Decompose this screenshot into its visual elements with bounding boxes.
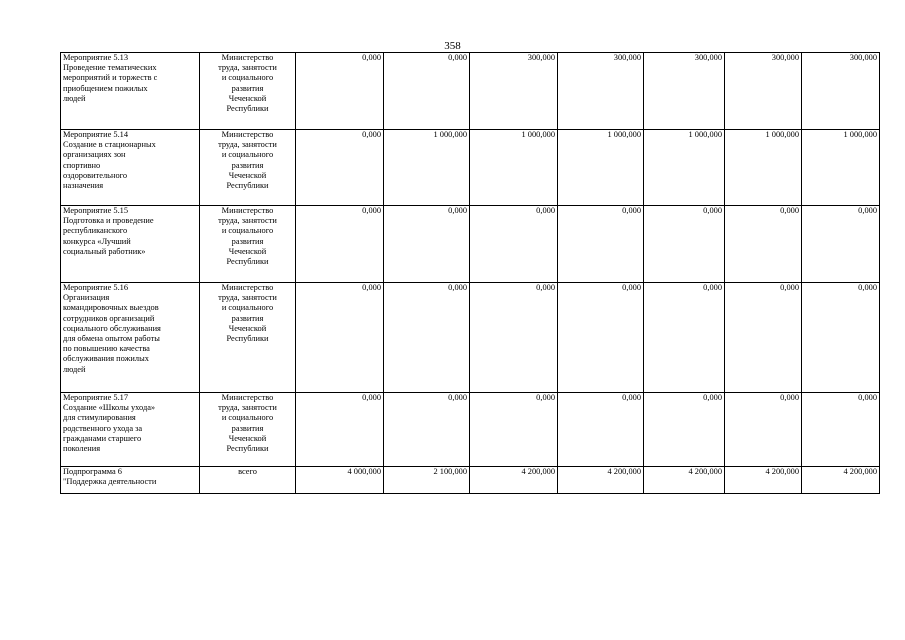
executor-line: развития bbox=[231, 236, 264, 246]
activity-name-line: организациях зон bbox=[63, 150, 126, 160]
activity-name-line: родственного ухода за bbox=[63, 423, 143, 433]
table-row bbox=[61, 130, 880, 206]
amount-cell: 0,000 bbox=[644, 393, 725, 467]
amount-cell: 0,000 bbox=[802, 206, 880, 283]
executor-line: всего bbox=[238, 467, 257, 476]
amount-cell: 1 000,000 bbox=[558, 130, 644, 206]
amount-cell: 300,000 bbox=[558, 53, 644, 130]
executor-line: и социального bbox=[221, 150, 274, 160]
budget-table bbox=[60, 52, 880, 494]
executor-line: Республики bbox=[226, 257, 269, 267]
executor-line: развития bbox=[231, 160, 264, 170]
activity-name-line: Организация bbox=[63, 293, 110, 303]
amount-cell: 0,000 bbox=[470, 283, 558, 393]
amount-cell: 0,000 bbox=[296, 53, 384, 130]
activity-name-line: спортивно bbox=[63, 160, 101, 170]
amount-cell: 0,000 bbox=[644, 206, 725, 283]
activity-name-line: гражданами старшего bbox=[63, 433, 142, 443]
activity-name-line: для стимулирования bbox=[63, 413, 136, 423]
executor-line: развития bbox=[231, 313, 264, 323]
activity-name-line: поколения bbox=[63, 444, 101, 454]
activity-name-line: мероприятий и торжеств с bbox=[63, 73, 158, 83]
activity-name-line: людей bbox=[63, 93, 86, 103]
amount-cell: 4 200,000 bbox=[558, 467, 644, 494]
executor-line: Республики bbox=[226, 334, 269, 344]
amount-cell: 0,000 bbox=[384, 206, 470, 283]
amount-cell: 4 200,000 bbox=[470, 467, 558, 494]
amount-cell: 0,000 bbox=[558, 283, 644, 393]
activity-name-line: конкурса «Лучший bbox=[63, 236, 131, 246]
activity-name-line: для обмена опытом работы bbox=[63, 334, 160, 344]
activity-name-cell bbox=[61, 206, 200, 283]
amount-cell: 300,000 bbox=[802, 53, 880, 130]
executor-line: Чеченской bbox=[228, 323, 267, 333]
activity-name-line: по повышению качества bbox=[63, 344, 150, 354]
amount-cell: 0,000 bbox=[470, 206, 558, 283]
activity-name-cell bbox=[61, 130, 200, 206]
activity-name-line: приобщением пожилых bbox=[63, 83, 148, 93]
executor-line: Республики bbox=[226, 181, 269, 191]
amount-cell: 0,000 bbox=[802, 283, 880, 393]
executor-line: Министерство bbox=[221, 53, 274, 62]
amount-cell: 0,000 bbox=[384, 53, 470, 130]
amount-cell: 0,000 bbox=[725, 206, 802, 283]
amount-cell: 300,000 bbox=[644, 53, 725, 130]
activity-name-line: "Поддержка деятельности bbox=[63, 477, 157, 487]
executor-line: и социального bbox=[221, 413, 274, 423]
amount-cell: 4 200,000 bbox=[644, 467, 725, 494]
executor-line: Чеченской bbox=[228, 93, 267, 103]
amount-cell: 4 200,000 bbox=[725, 467, 802, 494]
activity-name-line: Мероприятие 5.14 bbox=[63, 130, 129, 139]
amount-cell: 0,000 bbox=[296, 393, 384, 467]
amount-cell: 0,000 bbox=[725, 393, 802, 467]
activity-name-line: назначения bbox=[63, 181, 104, 191]
executor-line: труда, занятости bbox=[218, 293, 277, 303]
activity-name-line: Создание в стационарных bbox=[63, 140, 156, 150]
amount-cell: 4 000,000 bbox=[296, 467, 384, 494]
executor-line: Республики bbox=[226, 444, 269, 454]
table-row bbox=[61, 393, 880, 467]
amount-cell: 0,000 bbox=[725, 283, 802, 393]
executor-line: Министерство bbox=[221, 130, 274, 139]
executor-line: и социального bbox=[221, 73, 274, 83]
executor-line: развития bbox=[231, 423, 264, 433]
amount-cell: 1 000,000 bbox=[384, 130, 470, 206]
amount-cell: 300,000 bbox=[470, 53, 558, 130]
executor-line: труда, занятости bbox=[218, 140, 277, 150]
activity-name-cell bbox=[61, 53, 200, 130]
amount-cell: 0,000 bbox=[644, 283, 725, 393]
executor-cell bbox=[200, 283, 296, 393]
activity-name-line: социального обслуживания bbox=[63, 323, 161, 333]
amount-cell: 0,000 bbox=[384, 393, 470, 467]
executor-line: и социального bbox=[221, 303, 274, 313]
executor-cell bbox=[200, 130, 296, 206]
amount-cell: 0,000 bbox=[558, 393, 644, 467]
activity-name-line: Мероприятие 5.15 bbox=[63, 206, 129, 215]
page-number: 358 bbox=[444, 40, 461, 52]
table-row bbox=[61, 467, 880, 494]
executor-line: развития bbox=[231, 83, 264, 93]
activity-name-line: Подпрограмма 6 bbox=[63, 467, 122, 476]
executor-line: Чеченской bbox=[228, 433, 267, 443]
executor-cell bbox=[200, 467, 296, 494]
activity-name-line: оздоровительного bbox=[63, 170, 128, 180]
activity-name-line: сотрудников организаций bbox=[63, 313, 155, 323]
executor-cell bbox=[200, 53, 296, 130]
amount-cell: 1 000,000 bbox=[802, 130, 880, 206]
executor-line: Министерство bbox=[221, 206, 274, 215]
activity-name-line: Мероприятие 5.16 bbox=[63, 283, 129, 292]
executor-line: труда, занятости bbox=[218, 63, 277, 73]
activity-name-line: командировочных выездов bbox=[63, 303, 159, 313]
amount-cell: 1 000,000 bbox=[725, 130, 802, 206]
table-row bbox=[61, 206, 880, 283]
amount-cell: 1 000,000 bbox=[644, 130, 725, 206]
activity-name-line: обслуживания пожилых bbox=[63, 354, 149, 364]
activity-name-line: Проведение тематических bbox=[63, 63, 157, 73]
executor-line: труда, занятости bbox=[218, 403, 277, 413]
executor-line: Министерство bbox=[221, 393, 274, 402]
executor-line: Чеченской bbox=[228, 170, 267, 180]
activity-name-cell bbox=[61, 283, 200, 393]
amount-cell: 0,000 bbox=[296, 206, 384, 283]
executor-line: Чеченской bbox=[228, 246, 267, 256]
executor-line: Министерство bbox=[221, 283, 274, 292]
amount-cell: 300,000 bbox=[725, 53, 802, 130]
activity-name-line: республиканского bbox=[63, 226, 128, 236]
executor-line: труда, занятости bbox=[218, 216, 277, 226]
activity-name-line: Мероприятие 5.13 bbox=[63, 53, 129, 62]
amount-cell: 1 000,000 bbox=[470, 130, 558, 206]
activity-name-line: людей bbox=[63, 364, 86, 374]
activity-name-line: социальный работник» bbox=[63, 246, 146, 256]
amount-cell: 0,000 bbox=[384, 283, 470, 393]
amount-cell: 0,000 bbox=[296, 283, 384, 393]
executor-line: Республики bbox=[226, 104, 269, 114]
activity-name-cell bbox=[61, 393, 200, 467]
amount-cell: 0,000 bbox=[470, 393, 558, 467]
activity-name-line: Подготовка и проведение bbox=[63, 216, 154, 226]
executor-line: и социального bbox=[221, 226, 274, 236]
amount-cell: 4 200,000 bbox=[802, 467, 880, 494]
activity-name-line: Создание «Школы ухода» bbox=[63, 403, 156, 413]
executor-cell bbox=[200, 206, 296, 283]
amount-cell: 0,000 bbox=[802, 393, 880, 467]
amount-cell: 0,000 bbox=[558, 206, 644, 283]
table-row bbox=[61, 53, 880, 130]
executor-cell bbox=[200, 393, 296, 467]
activity-name-line: Мероприятие 5.17 bbox=[63, 393, 129, 402]
activity-name-cell bbox=[61, 467, 200, 494]
amount-cell: 2 100,000 bbox=[384, 467, 470, 494]
amount-cell: 0,000 bbox=[296, 130, 384, 206]
table-row bbox=[61, 283, 880, 393]
